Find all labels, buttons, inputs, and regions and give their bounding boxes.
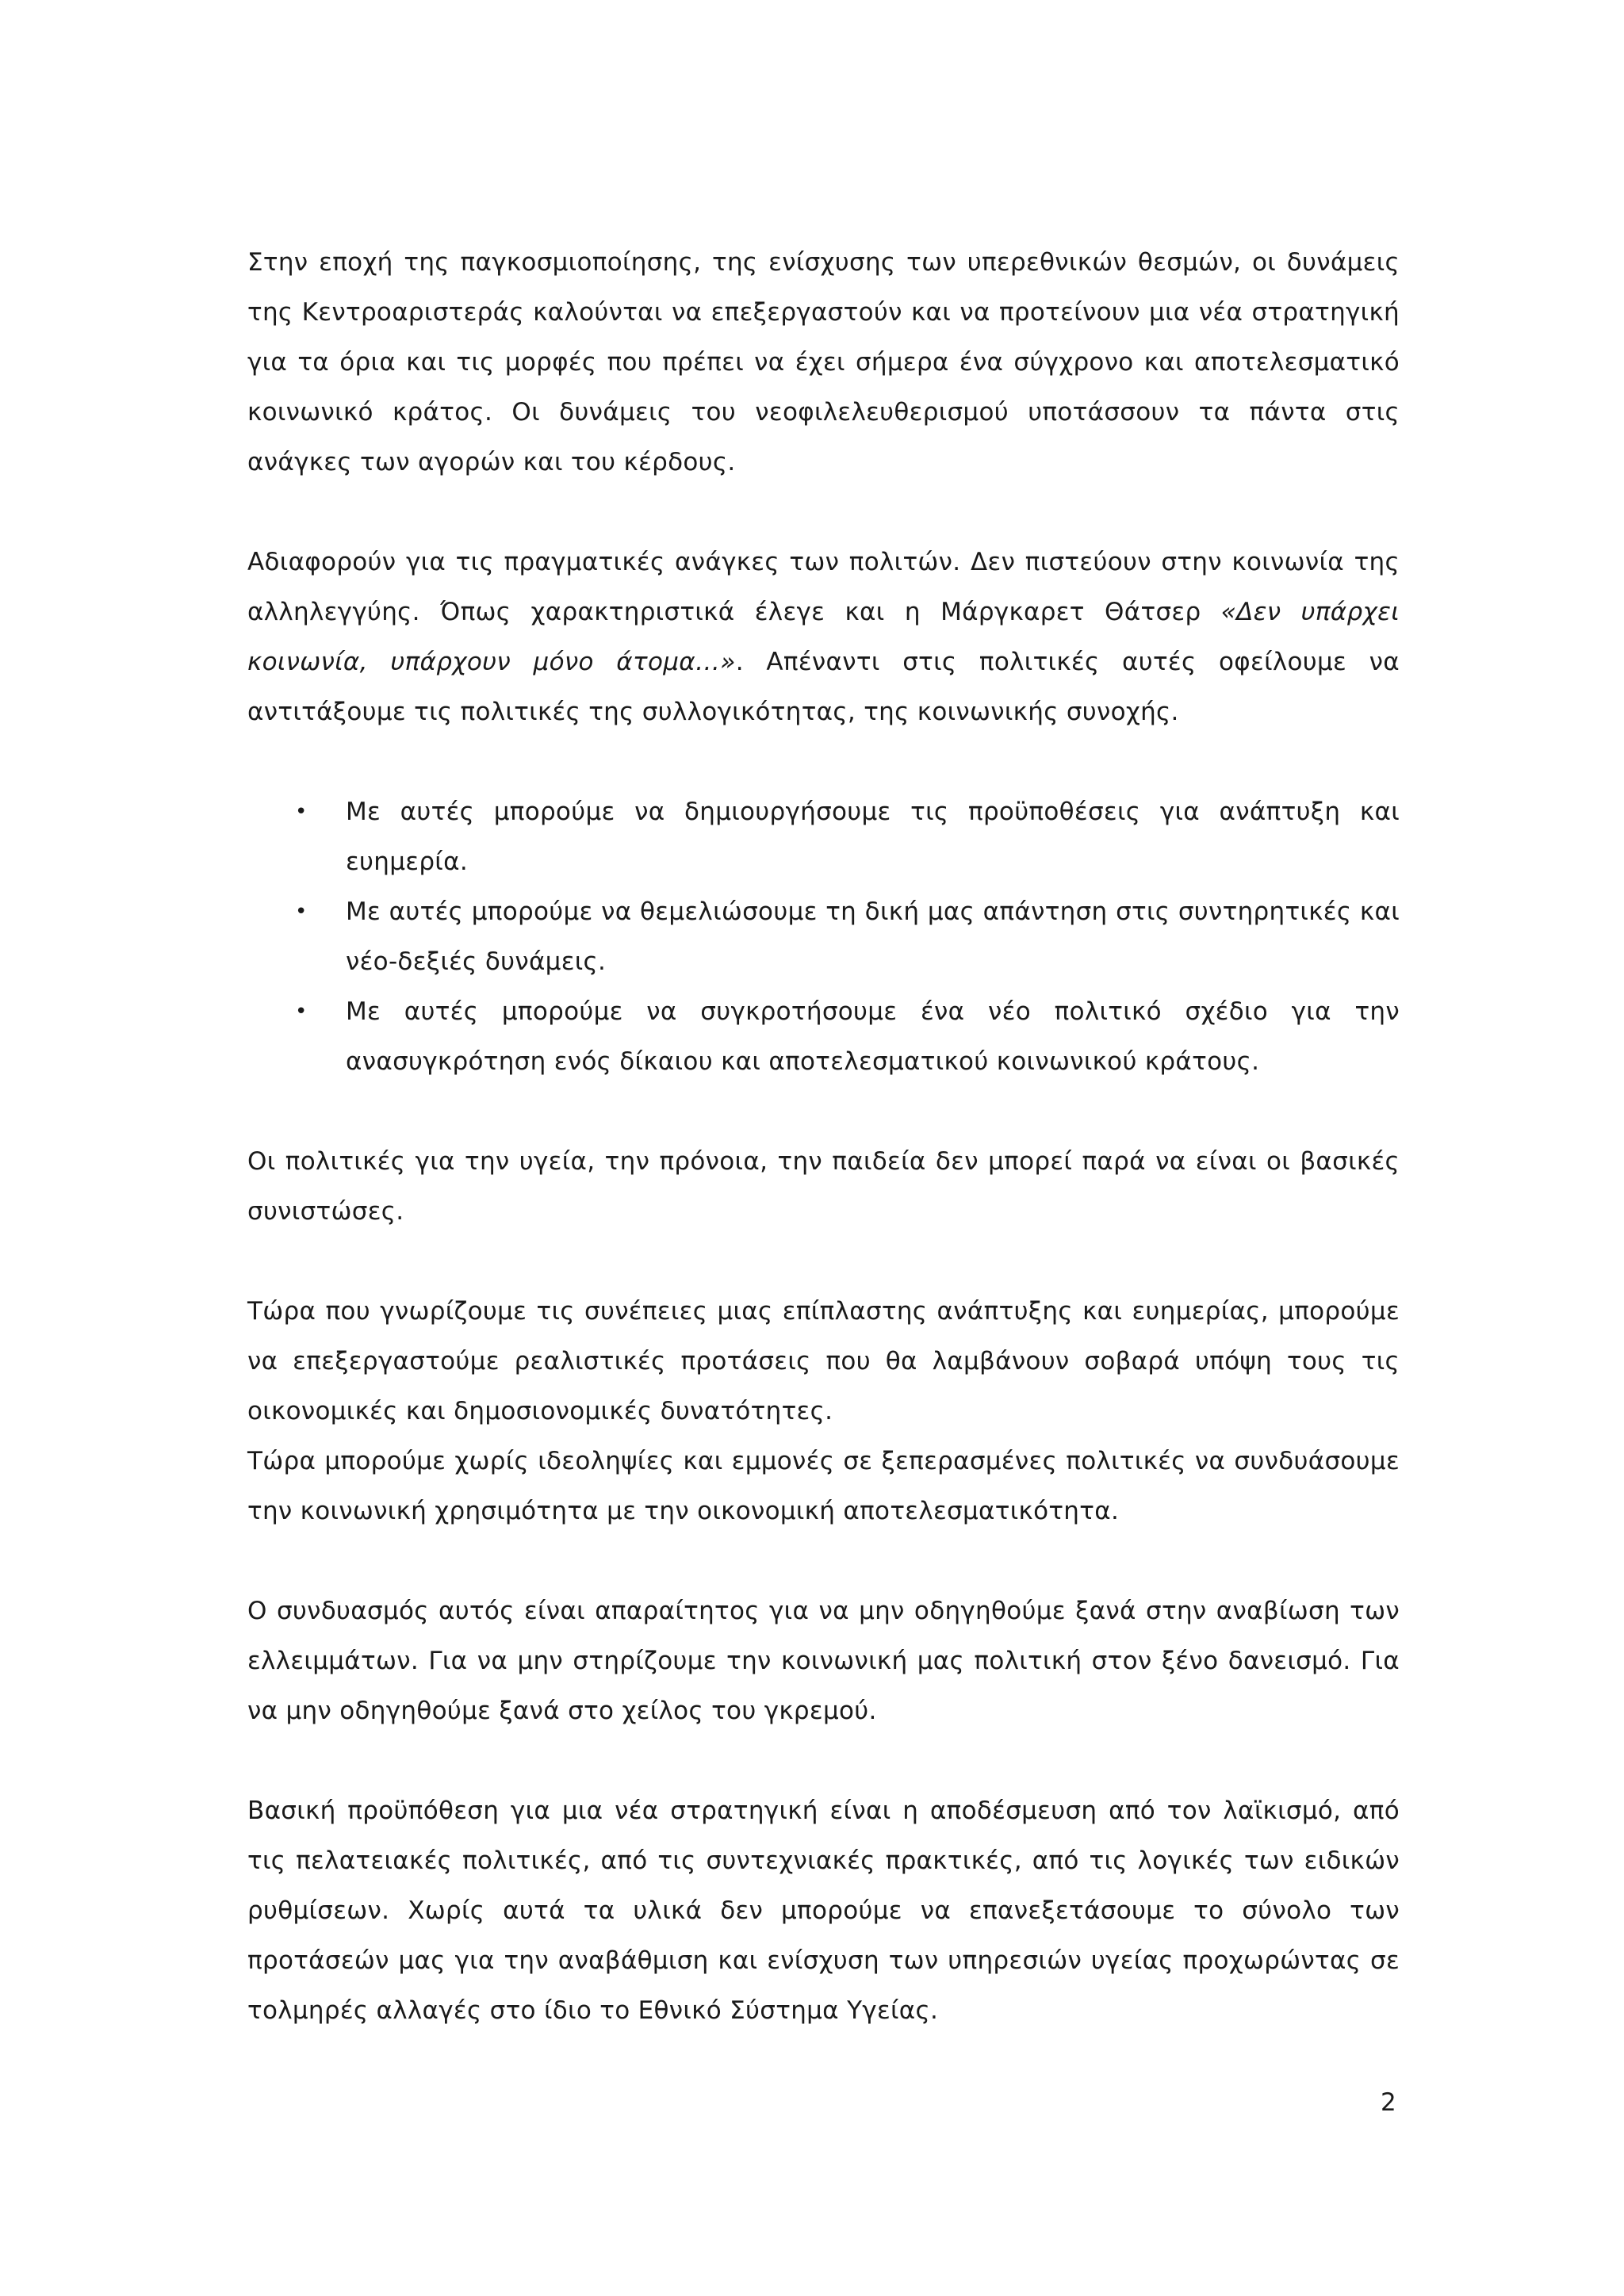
thatcher-quote: «Δεν υπάρχει κοινωνία, υπάρχουν μόνο άτομα…»: [247, 598, 1400, 676]
paragraph-solidarity-start: Αδιαφορούν για τις πραγματικές ανάγκες των πολιτών. Δεν πιστεύουν στην κοινωνία της αλληλεγγύης. Όπως χαρακτηριστικά έλεγε και η Μάργκαρετ Θάτσερ: [247, 548, 1400, 626]
bullet-text: Με αυτές μπορούμε να δημιουργήσουμε τις προϋποθέσεις για ανάπτυξη και ευημερία.: [346, 798, 1400, 876]
bullet-text: Με αυτές μπορούμε να συγκροτήσουμε ένα νέο πολιτικό σχέδιο για την ανασυγκρότηση ενός δίκαιου και αποτελεσματικού κοινωνικού κράτους.: [346, 997, 1400, 1076]
paragraph-deficits: Ο συνδυασμός αυτός είναι απαραίτητος για να μην οδηγηθούμε ξανά στην αναβίωση των ελλειμμάτων. Για να μην στηρίζουμε την κοινωνική μας πολιτική στον ξένο δανεισμό. Για να μην οδηγηθούμε ξανά στο χείλος του γκρεμού.: [247, 1597, 1400, 1725]
bullet-list: [247, 787, 1400, 1087]
paragraph-realistic-proposals: Τώρα που γνωρίζουμε τις συνέπειες μιας επίπλαστης ανάπτυξης και ευημερίας, μπορούμε να επεξεργαστούμε ρεαλιστικές προτάσεις που θα λαμβάνουν σοβαρά υπόψη τους τις οικονομικές και δημοσιονομικές δυνατότητες.: [247, 1297, 1400, 1425]
document-body: [247, 238, 1400, 2036]
paragraph-new-strategy: Βασική προϋπόθεση για μια νέα στρατηγική είναι η αποδέσμευση από τον λαϊκισμό, από τις πελατειακές πολιτικές, από τις συντεχνιακές πρακτικές, από τις λογικές των ειδικών ρυθμίσεων. Χωρίς αυτά τα υλικά δεν μπορούμε να επανεξετάσουμε το σύνολο των προτάσεών μας για την αναβάθμιση και ενίσχυση των υπηρεσιών υγείας προχωρώντας σε τολμηρές αλλαγές στο ίδιο το Εθνικό Σύστημα Υγείας.: [247, 1797, 1400, 2025]
bullet-item-growth: [247, 787, 1400, 887]
bullet-text: Με αυτές μπορούμε να θεμελιώσουμε τη δική μας απάντηση στις συντηρητικές και νέο-δεξιές δυνάμεις.: [346, 897, 1400, 976]
paragraph-policies: Οι πολιτικές για την υγεία, την πρόνοια, την παιδεία δεν μπορεί παρά να είναι οι βασικές συνιστώσες.: [247, 1147, 1400, 1226]
paragraph-globalization: Στην εποχή της παγκοσμιοποίησης, της ενίσχυσης των υπερεθνικών θεσμών, οι δυνάμεις της Κεντροαριστεράς καλούνται να επεξεργαστούν και να προτείνουν μια νέα στρατηγική για τα όρια και τις μορφές που πρέπει να έχει σήμερα ένα σύγχρονο και αποτελεσματικό κοινωνικό κράτος. Οι δυνάμεις του νεοφιλελευθερισμού υποτάσσουν τα πάντα στις ανάγκες των αγορών και του κέρδους.: [247, 248, 1400, 476]
bullet-item-welfare-state: [247, 987, 1400, 1087]
bullet-icon: •: [295, 900, 308, 924]
paragraph-social-utility: Τώρα μπορούμε χωρίς ιδεοληψίες και εμμονές σε ξεπερασμένες πολιτικές να συνδυάσουμε την κοινωνική χρησιμότητα με την οικονομική αποτελεσματικότητα.: [247, 1447, 1400, 1525]
bullet-icon: •: [295, 800, 308, 824]
bullet-item-response: [247, 887, 1400, 987]
page-number: 2: [1381, 2088, 1396, 2117]
paragraph-solidarity-end: . Απέναντι στις πολιτικές αυτές οφείλουμε να αντιτάξουμε τις πολιτικές της συλλογικότητας, της κοινωνικής συνοχής.: [247, 648, 1400, 726]
paragraph-solidarity: [247, 538, 1400, 737]
bullet-icon: •: [295, 1000, 308, 1024]
